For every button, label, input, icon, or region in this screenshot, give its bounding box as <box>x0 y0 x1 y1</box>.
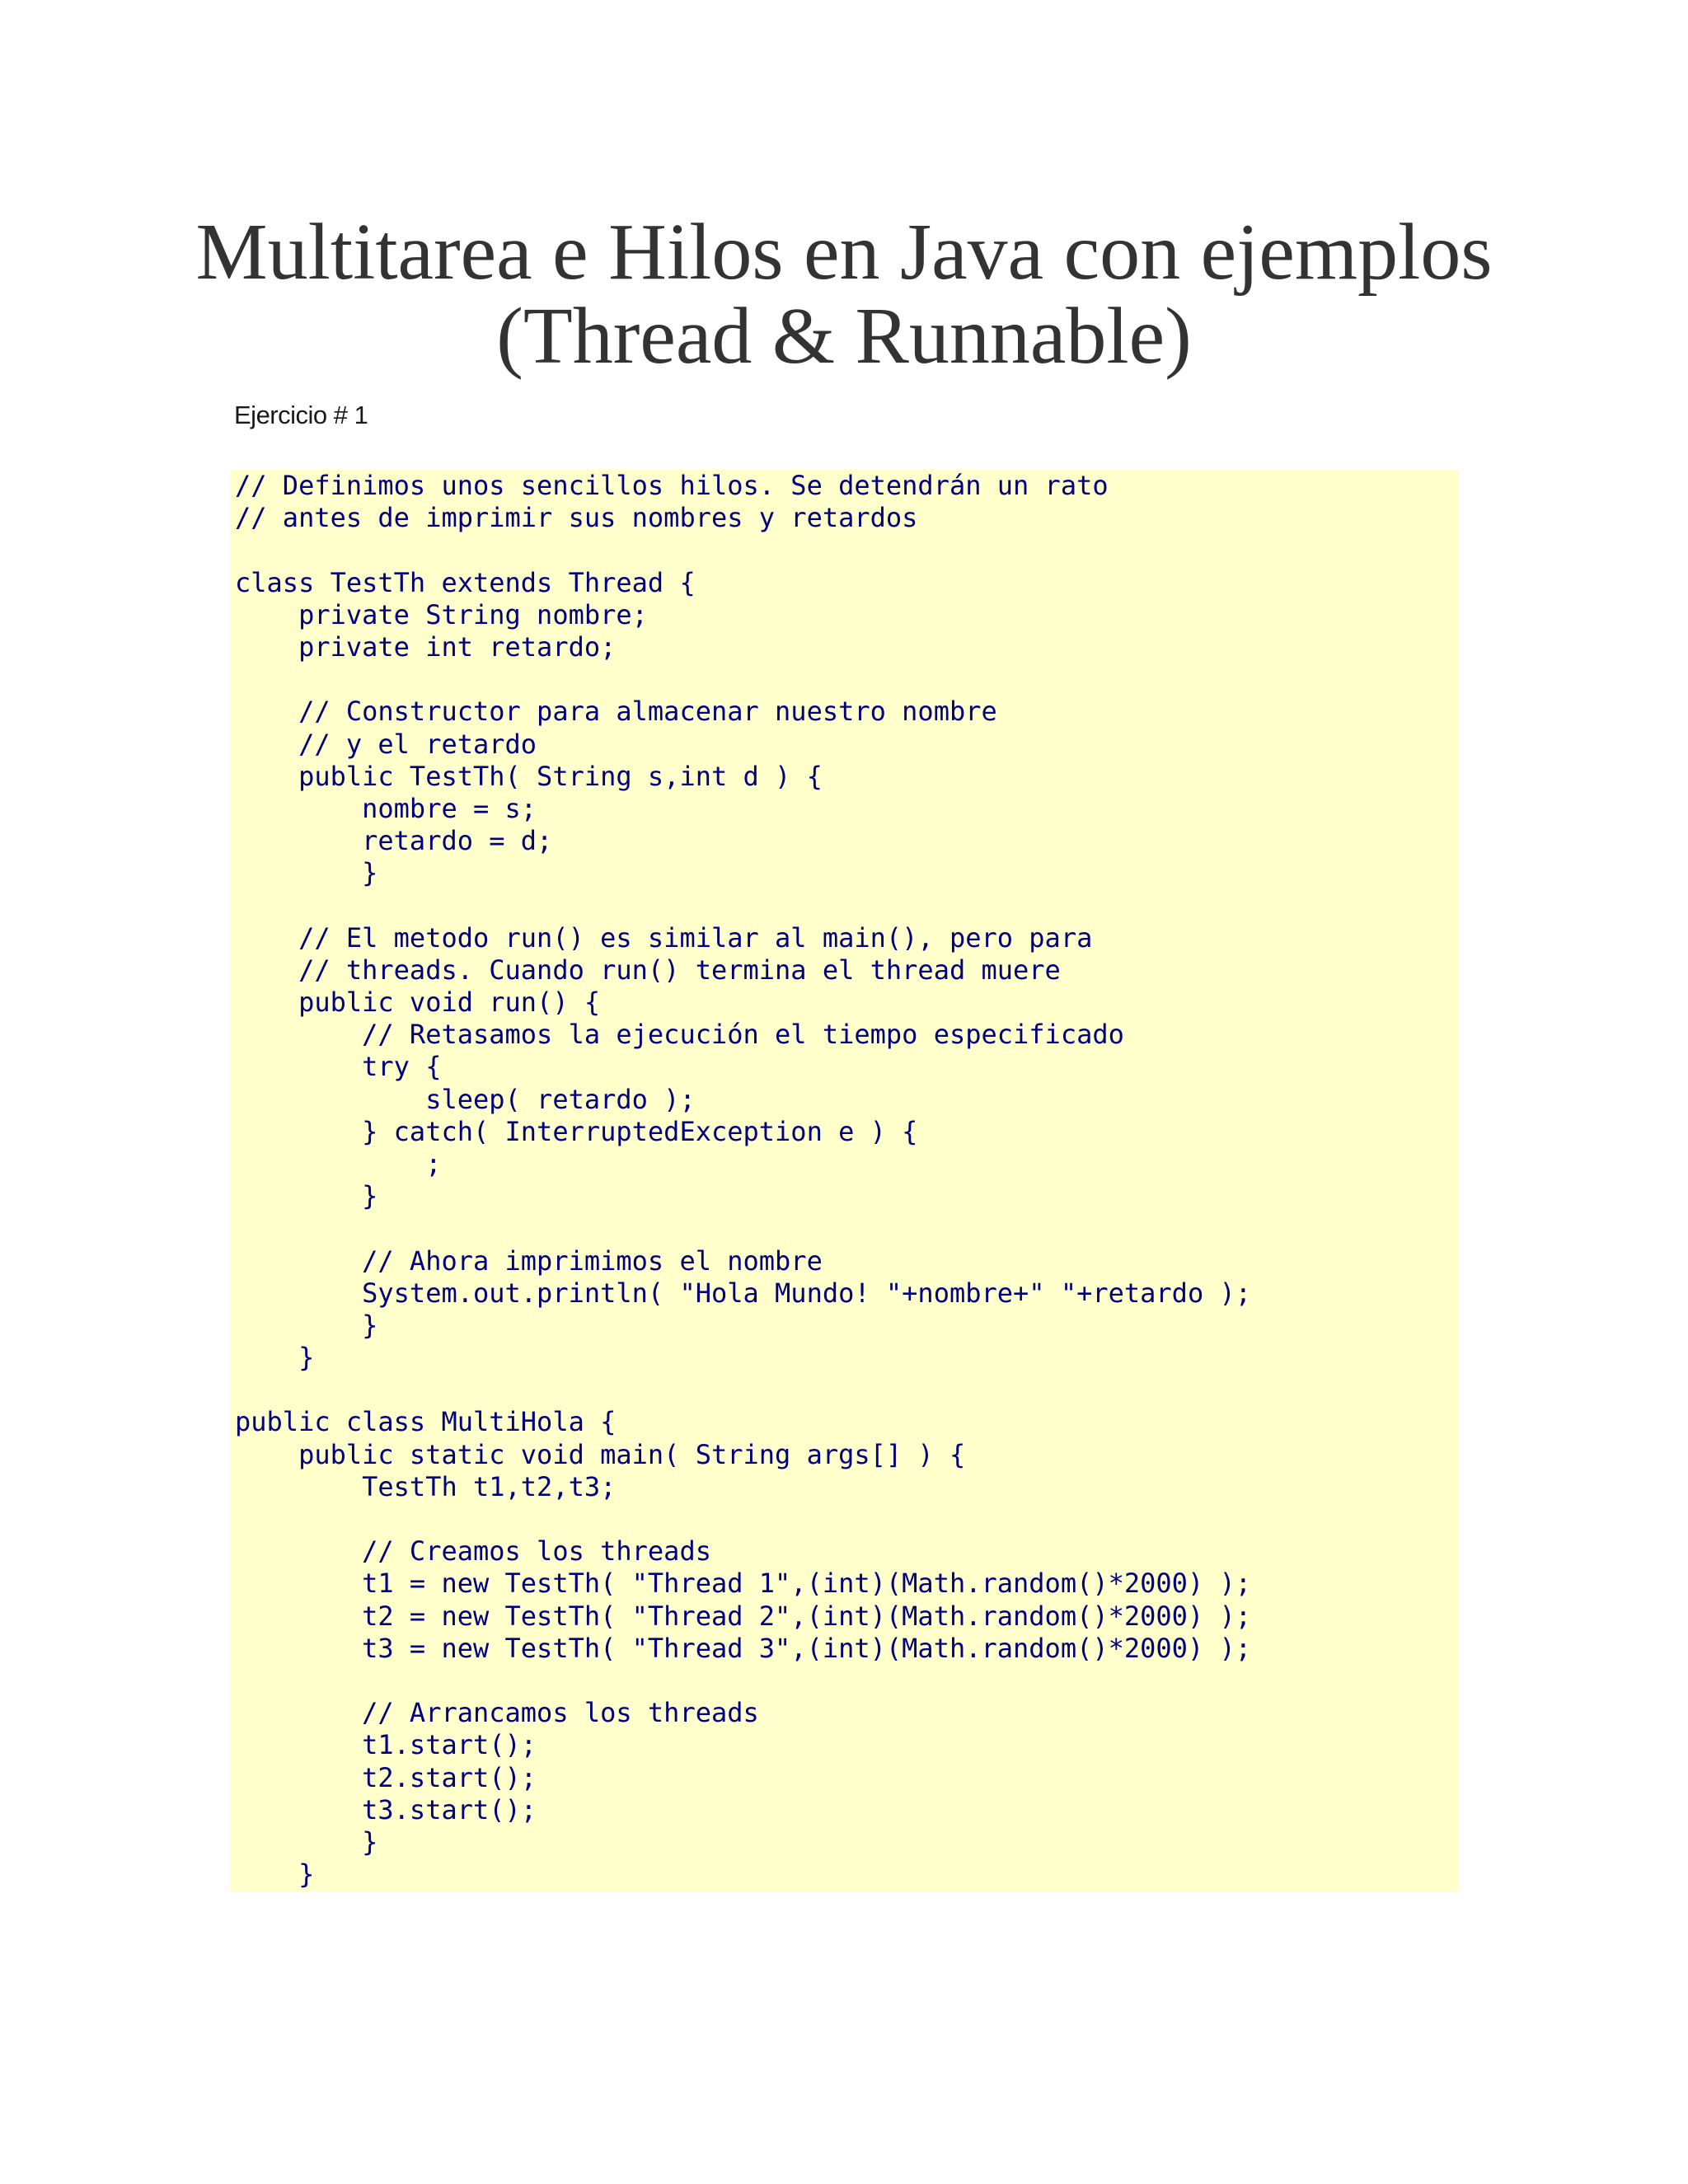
code-line: public TestTh( String s,int d ) { <box>235 760 823 792</box>
code-line: // Arrancamos los threads <box>235 1697 759 1729</box>
code-line: try { <box>235 1051 442 1083</box>
code-line: // Constructor para almacenar nuestro nombre <box>235 696 997 728</box>
page-title-line-2: (Thread & Runnable) <box>496 292 1192 381</box>
code-line: nombre = s; <box>235 792 537 824</box>
code-line: } <box>235 1825 378 1858</box>
code-line: // El metodo run() es similar al main(), pero para <box>235 921 1093 954</box>
code-line: t2.start(); <box>235 1761 537 1793</box>
code-line: sleep( retardo ); <box>235 1083 696 1115</box>
code-line: } <box>235 1309 378 1341</box>
code-line: TestTh t1,t2,t3; <box>235 1470 617 1502</box>
code-line: retardo = d; <box>235 825 553 857</box>
code-line: // threads. Cuando run() termina el thread muere <box>235 954 1061 986</box>
code-line <box>235 1374 1251 1406</box>
code-line <box>235 1212 1251 1244</box>
code-line: private String nombre; <box>235 598 648 630</box>
exercise-label: Ejercicio # 1 <box>234 401 368 429</box>
code-line: t1 = new TestTh( "Thread 1",(int)(Math.random()*2000) ); <box>235 1568 1251 1600</box>
code-line: // Retasamos la ejecución el tiempo especificado <box>235 1019 1124 1051</box>
code-listing <box>235 470 1251 1891</box>
code-line: ; <box>235 1147 442 1179</box>
code-line: } <box>235 1858 315 1891</box>
code-line: class TestTh extends Thread { <box>235 566 696 598</box>
code-line <box>235 1665 1251 1697</box>
code-line: t3.start(); <box>235 1793 537 1825</box>
code-line: t1.start(); <box>235 1729 537 1761</box>
code-line: // Ahora imprimimos el nombre <box>235 1244 823 1277</box>
code-line <box>235 663 1251 696</box>
code-line <box>235 534 1251 566</box>
code-line: System.out.println( "Hola Mundo! "+nombre+" "+retardo ); <box>235 1277 1251 1309</box>
code-line: } <box>235 857 378 889</box>
code-line: t3 = new TestTh( "Thread 3",(int)(Math.random()*2000) ); <box>235 1632 1251 1664</box>
page-title <box>0 208 1688 381</box>
code-line <box>235 889 1251 921</box>
code-line: // y el retardo <box>235 728 537 760</box>
code-line: public class MultiHola { <box>235 1406 617 1438</box>
code-line: } <box>235 1180 378 1212</box>
code-line <box>235 1503 1251 1535</box>
code-line: } <box>235 1342 315 1374</box>
page-title-line-1: Multitarea e Hilos en Java con ejemplos <box>195 208 1493 297</box>
code-line: // Creamos los threads <box>235 1535 711 1568</box>
code-block <box>230 470 1459 1891</box>
code-line: public static void main( String args[] ) { <box>235 1438 966 1470</box>
code-line: // antes de imprimir sus nombres y retardos <box>235 502 918 534</box>
code-line: } catch( InterruptedException e ) { <box>235 1115 918 1147</box>
code-line: t2 = new TestTh( "Thread 2",(int)(Math.random()*2000) ); <box>235 1600 1251 1632</box>
code-line: // Definimos unos sencillos hilos. Se detendrán un rato <box>235 470 1109 501</box>
code-line: public void run() { <box>235 987 601 1018</box>
code-line: private int retardo; <box>235 630 617 663</box>
